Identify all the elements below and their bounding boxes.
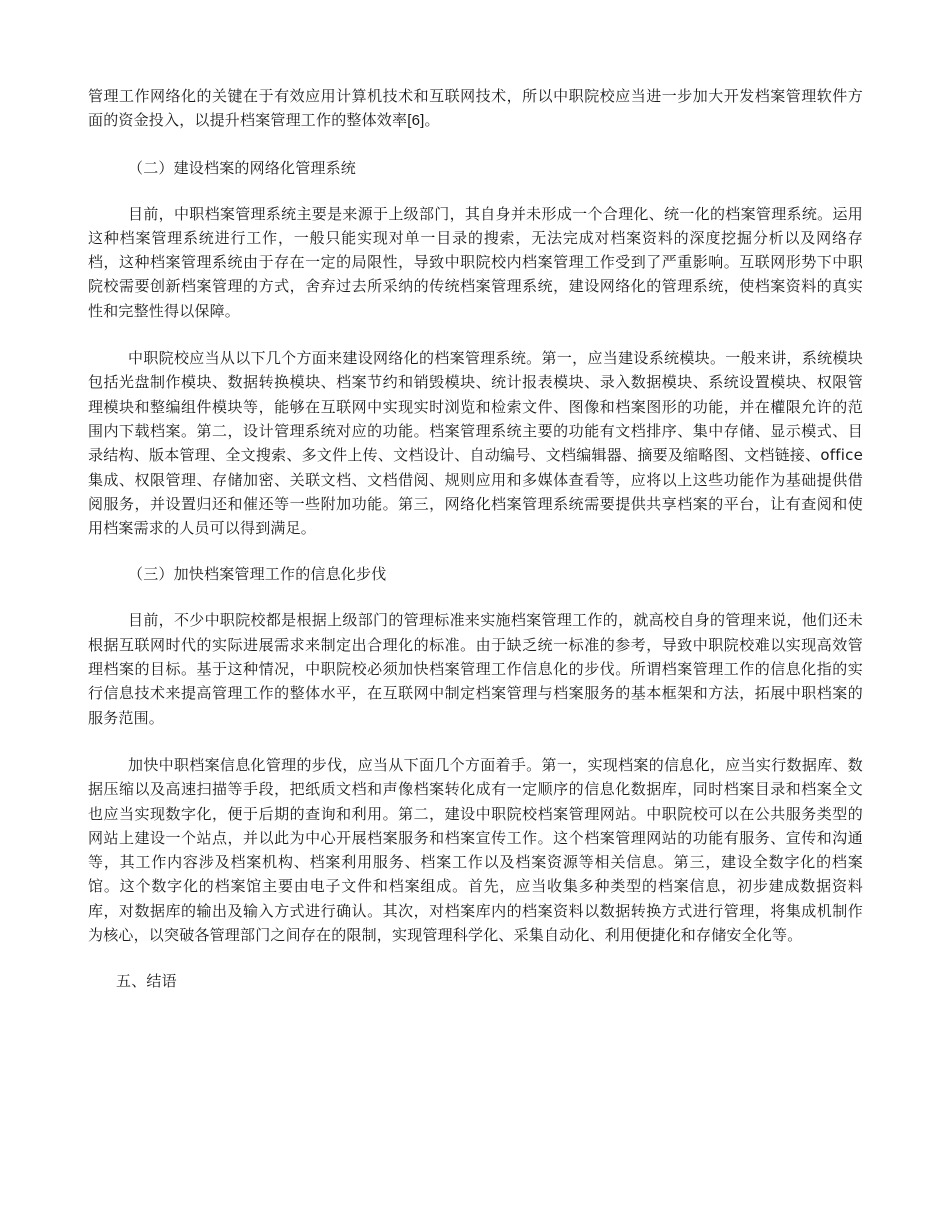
document-body — [88, 84, 863, 993]
paragraph-informatization: 目前，不少中职院校都是根据上级部门的管理标准来实施档案管理工作的，就高校自身的管理来说，他们还未根据互联网时代的实际进展需求来制定出合理化的标准。由于缺乏统一标准的参考，导致中职院校难以实现高效管理档案的目标。基于这种情况，中职院校必须加快档案管理工作信息化的步伐。所谓档案管理工作的信息化指的实行信息技术来提高管理工作的整体水平，在互联网中制定档案管理与档案服务的基本框架和方法，拓展中职档案的服务范围。 — [88, 611, 863, 727]
section-heading-5: 五、结语 — [116, 972, 177, 991]
paragraph-system-build: 中职院校应当从以下几个方面来建设网络化的档案管理系统。第一，应当建设系统模块。一般来讲，系统模块包括光盘制作模块、数据转换模块、档案节约和销毁模块、统计报表模块、录入数据模块、系统设置模块、权限管理模块和整编组件模块等，能够在互联网中实现实时浏览和检索文件、图像和档案图形的功能，并在權限允许的范围内下载档案。第二，设计管理系统对应的功能。档案管理系统主要的功能有文档排序、集中存储、显示模式、目录结构、版本管理、全文搜索、多文件上传、文档设计、自动编号、文档编辑器、摘要及缩略图、文档链接、office集成、权限管理、存储加密、关联文档、文档借阅、规则应用和多媒体查看等，应将以上这些功能作为基础提供借阅服务，并设置归还和催还等一些附加功能。第三，网络化档案管理系统需要提供共享档案的平台，让有查阅和使用档案需求的人员可以得到满足。 — [88, 349, 863, 538]
paragraph-end-punct: 。 — [424, 111, 440, 130]
section-heading-3: （三）加快档案管理工作的信息化步伐 — [128, 565, 387, 584]
paragraph-text: 管理工作网络化的关键在于有效应用计算机技术和互联网技术，所以中职院校应当进一步加大开发档案管理软件方面的资金投入，以提升档案管理工作的整体效率 — [88, 87, 863, 130]
paragraph-informatization-steps: 加快中职档案信息化管理的步伐，应当从下面几个方面着手。第一，实现档案的信息化，应当实行数据库、数据压缩以及高速扫描等手段，把纸质文档和声像档案转化成有一定顺序的信息化数据库，同时档案目录和档案全文也应当实现数字化，便于后期的查询和利用。第二，建设中职院校档案管理网站。中职院校可以在公共服务类型的网站上建设一个站点，并以此为中心开展档案服务和档案宣传工作。这个档案管理网站的功能有服务、宣传和沟通等，其工作内容涉及档案机构、档案利用服务、档案工作以及档案资源等相关信息。第三，建设全数字化的档案馆。这个数字化的档案馆主要由电子文件和档案组成。首先，应当收集多种类型的档案信息，初步建成数据资料库，对数据库的输出及输入方式进行确认。其次，对档案库内的档案资料以数据转换方式进行管理，将集成机制作为核心，以突破各管理部门之间存在的限制，实现管理科学化、采集自动化、利用便捷化和存储安全化等。 — [88, 755, 863, 945]
paragraph-continued — [88, 84, 863, 134]
section-heading-2: （二）建设档案的网络化管理系统 — [128, 158, 357, 177]
citation-mark: [6] — [407, 112, 425, 130]
paragraph-system-source: 目前，中职档案管理系统主要是来源于上级部门，其自身并未形成一个合理化、统一化的档案管理系统。运用这种档案管理系统进行工作，一般只能实现对单一目录的搜索，无法完成对档案资料的深度挖掘分析以及网络存档，这种档案管理系统由于存在一定的局限性，导致中职院校内档案管理工作受到了严重影响。互联网形势下中职院校需要创新档案管理的方式，舍弃过去所采纳的传统档案管理系统，建设网络化的管理系统，使档案资料的真实性和完整性得以保障。 — [88, 204, 863, 320]
